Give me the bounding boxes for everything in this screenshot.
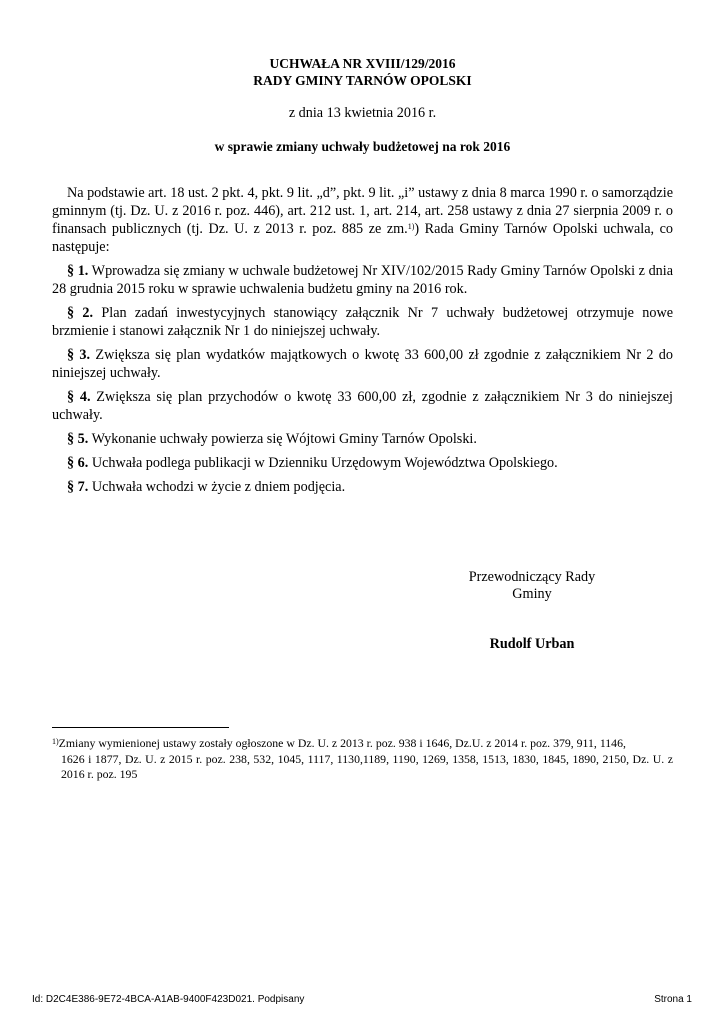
paragraph-3	[52, 346, 673, 382]
footnote-text-first: Zmiany wymienionej ustawy zostały ogłoszone w Dz. U. z 2013 r. poz. 938 i 1646, Dz.U. z 2014 r. poz. 379, 911, 1146,	[58, 736, 626, 750]
resolution-body	[52, 184, 673, 502]
paragraph-5-text: Wykonanie uchwały powierza się Wójtowi Gminy Tarnów Opolski.	[88, 431, 477, 447]
paragraph-2-text: Plan zadań inwestycyjnych stanowiący załącznik Nr 7 uchwały budżetowej otrzymuje nowe brzmienie i stanowi załącznik Nr 1 do niniejszej uchwały.	[52, 305, 674, 339]
footnote-separator	[52, 727, 229, 728]
paragraph-1-number: § 1.	[67, 263, 89, 279]
paragraph-2-number: § 2.	[67, 305, 94, 321]
signature-role-line-1: Przewodniczący Rady	[468, 569, 596, 585]
paragraph-3-number: § 3.	[67, 347, 91, 363]
paragraph-5	[52, 430, 673, 448]
paragraph-4-text: Zwiększa się plan przychodów o kwotę 33 600,00 zł, zgodnie z załącznikiem Nr 3 do niniejszej uchwały.	[52, 389, 673, 423]
title-line-1: UCHWAŁA NR XVIII/129/2016	[269, 56, 456, 71]
paragraph-3-text: Zwiększa się plan wydatków majątkowych o kwotę 33 600,00 zł zgodnie z załącznikiem Nr 2 do niniejszej uchwały.	[52, 347, 673, 381]
paragraph-2	[52, 304, 673, 340]
page-number: Strona 1	[654, 994, 692, 1005]
signature-name: Rudolf Urban	[489, 636, 575, 652]
paragraph-4	[52, 388, 673, 424]
title-line-2: RADY GMINY TARNÓW OPOLSKI	[253, 73, 472, 88]
resolution-subject: w sprawie zmiany uchwały budżetowej na rok 2016	[214, 139, 511, 154]
paragraph-1-text: Wprowadza się zmiany w uchwale budżetowej Nr XIV/102/2015 Rady Gminy Tarnów Opolski z dnia 28 grudnia 2015 roku w sprawie uchwalenia budżetu gminy na 2016 rok.	[52, 263, 674, 297]
paragraph-6-number: § 6.	[67, 455, 89, 471]
paragraph-7	[52, 478, 673, 496]
resolution-date: z dnia 13 kwietnia 2016 r.	[288, 105, 437, 121]
footnote-ref: 1)	[407, 222, 415, 231]
paragraph-5-number: § 5.	[67, 431, 89, 447]
signature-role-line-2: Gminy	[512, 586, 552, 602]
footnote-text-rest: 1626 i 1877, Dz. U. z 2015 r. poz. 238, 532, 1045, 1117, 1130,1189, 1190, 1269, 1358, 1513, 1830, 1845, 1890, 2150, Dz. U. z 2016 r. poz. 195	[61, 751, 673, 781]
intro-text-1: Na podstawie art. 18 ust. 2 pkt. 4, pkt. 9 lit. „d”, pkt. 9 lit. „i” ustawy z dnia 8 marca 1990 r. o samorządzie gminnym (tj. Dz. U. z 2016 r. poz. 446), art. 212 ust. 1, art. 214, art. 258 ustawy z dnia 27 sierpnia 2009 r. o finansach publicznych (tj. Dz. U. z 2013 r. poz. 885 ze zm.	[52, 185, 673, 237]
paragraph-7-number: § 7.	[67, 479, 89, 495]
paragraph-1	[52, 262, 673, 298]
footnote-marker: 1)	[52, 737, 59, 746]
paragraph-6-text: Uchwała podlega publikacji w Dzienniku Urzędowym Województwa Opolskiego.	[88, 455, 558, 471]
intro-paragraph	[52, 184, 673, 256]
intro-text-2: ) Rada Gminy Tarnów Opolski uchwala, co następuje:	[52, 221, 673, 255]
paragraph-6	[52, 454, 673, 472]
footnote	[52, 736, 673, 783]
paragraph-7-text: Uchwała wchodzi w życie z dniem podjęcia.	[88, 479, 346, 495]
document-id: Id: D2C4E386-9E72-4BCA-A1AB-9400F423D021. Podpisany	[32, 994, 305, 1005]
paragraph-4-number: § 4.	[67, 389, 91, 405]
